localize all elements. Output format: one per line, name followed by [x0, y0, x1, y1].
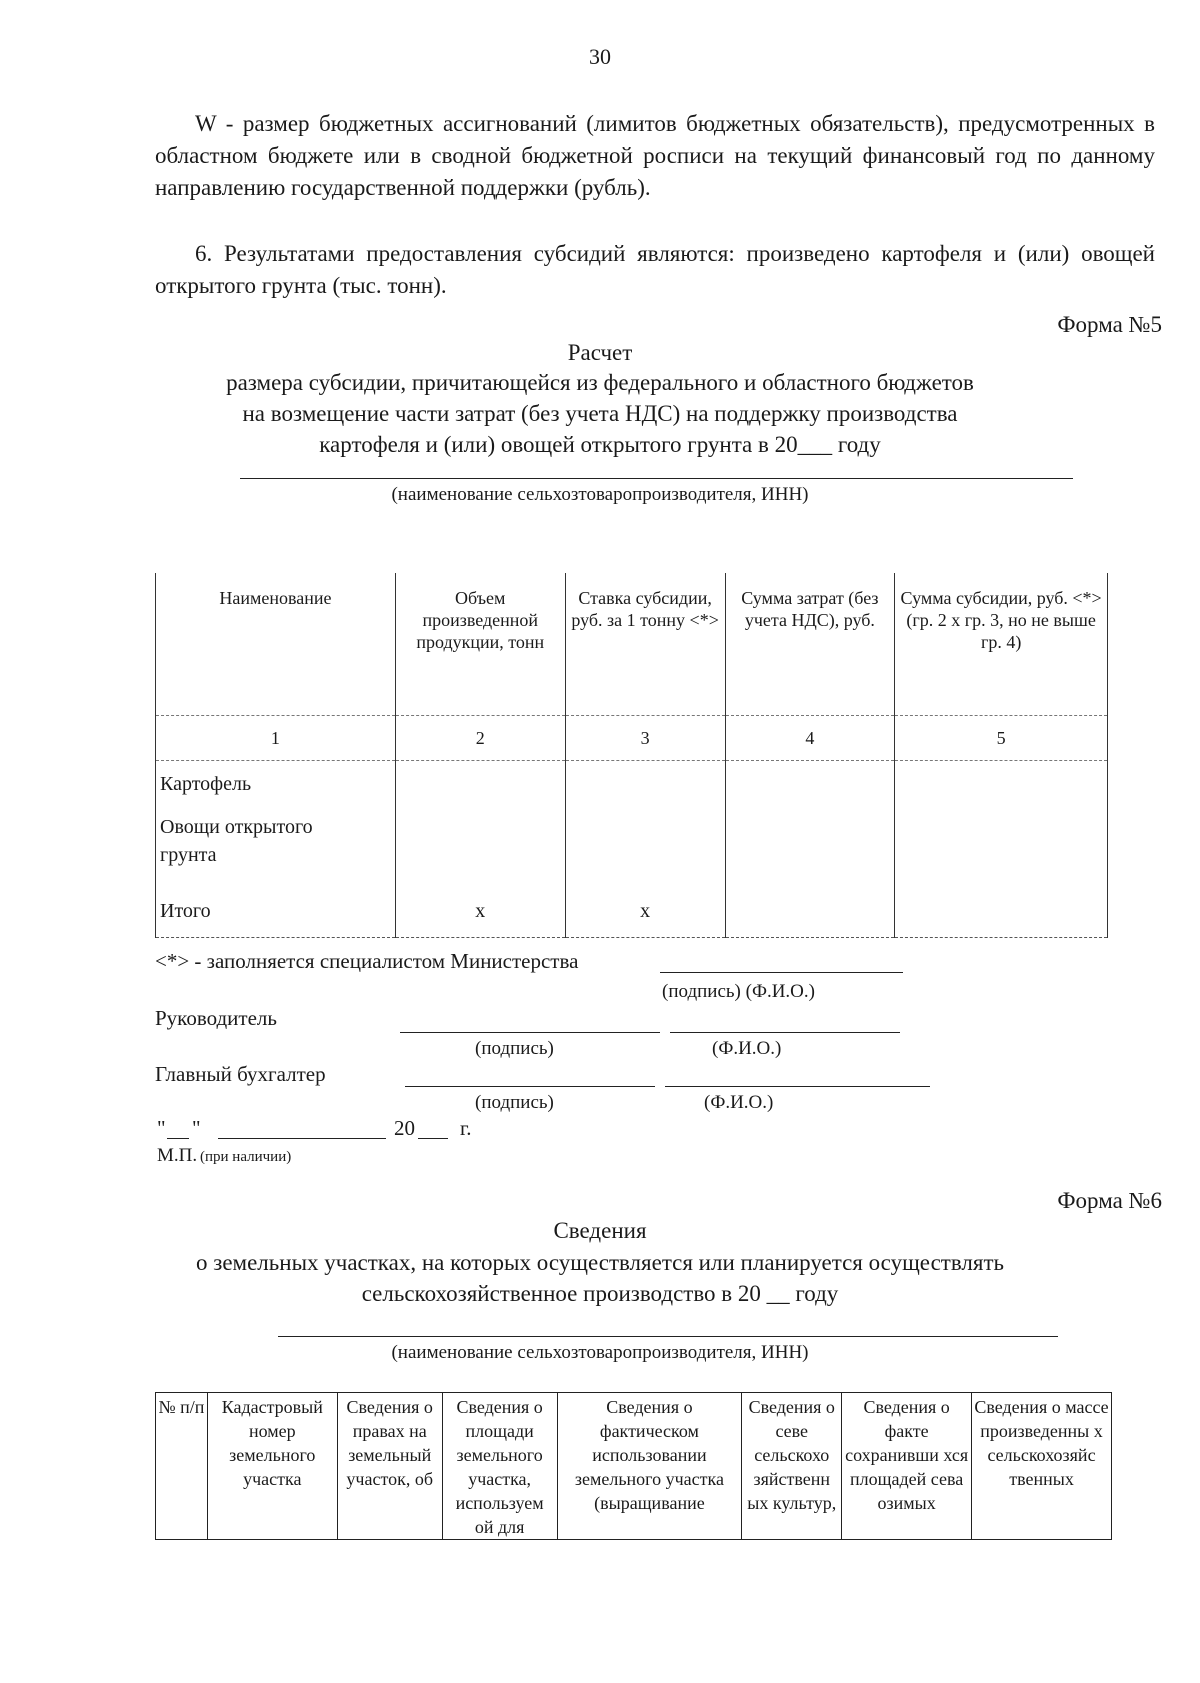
- row-cell: [895, 761, 1108, 808]
- row-name: Картофель: [156, 761, 396, 808]
- row-cell: [395, 807, 565, 885]
- form5-col-number: 5: [895, 716, 1108, 761]
- date-year-line: [418, 1138, 448, 1139]
- accountant-fio-caption: (Ф.И.О.): [704, 1092, 774, 1113]
- date-month-line: [218, 1138, 386, 1139]
- paragraph-6: 6. Результатами предоставления субсидий являются: произведено картофеля и (или) овощей открытого грунта (тыс. тонн).: [155, 241, 1155, 298]
- head-fio-line: [670, 1032, 900, 1033]
- head-sign-line: [400, 1032, 660, 1033]
- form5-table: [155, 573, 1108, 938]
- form5-title: Расчет: [567, 340, 633, 365]
- accountant-fio-line: [665, 1086, 930, 1087]
- form5-col-number: 1: [156, 716, 396, 761]
- table-row: [156, 885, 1108, 938]
- stamp-note: (при наличии): [200, 1149, 292, 1165]
- form6-header-cell: Сведения о площади земельного участка, используем ой для: [442, 1393, 557, 1540]
- form5-number-row: [156, 716, 1108, 761]
- form6-header-cell: Сведения о массе произведенны х сельскохозяйс твенных: [972, 1393, 1112, 1540]
- form6-header-cell: Сведения о факте сохранивши хся площадей сева озимых: [842, 1393, 972, 1540]
- form5-col-number: 4: [725, 716, 895, 761]
- row-cell: [565, 761, 725, 808]
- accountant-label: Главный бухгалтер: [155, 1062, 326, 1086]
- footnote-caption: (подпись) (Ф.И.О.): [662, 981, 815, 1002]
- row-cell: [725, 885, 895, 938]
- form6-subtitle-2: сельскохозяйственное производство в 20 __ году: [361, 1281, 839, 1306]
- head-sign-caption: (подпись): [475, 1038, 554, 1059]
- form6-header-cell: Кадастровый номер земельного участка: [207, 1393, 337, 1540]
- date-quote-open: ": [157, 1116, 166, 1140]
- row-cell: x: [565, 885, 725, 938]
- date-suffix: г.: [460, 1116, 472, 1140]
- date-quote-close: ": [192, 1116, 201, 1140]
- row-cell: [895, 807, 1108, 885]
- row-name: Овощи открытого грунта: [156, 807, 396, 885]
- form5-header-row: [156, 573, 1108, 716]
- form5-subtitle-3: картофеля и (или) овощей открытого грунта в 20___ году: [319, 432, 881, 457]
- page-number: 30: [589, 44, 611, 69]
- form6-producer-line: [278, 1336, 1058, 1337]
- form6-title: Сведения: [553, 1218, 647, 1243]
- form5-label: Форма №5: [1057, 312, 1162, 337]
- row-cell: [725, 761, 895, 808]
- form6-subtitle-1: о земельных участках, на которых осуществляется или планируется осуществлять: [195, 1250, 1004, 1275]
- form6-header-cell: № п/п: [156, 1393, 208, 1540]
- head-fio-caption: (Ф.И.О.): [712, 1038, 782, 1059]
- row-cell: [895, 885, 1108, 938]
- form5-producer-line: [240, 478, 1073, 479]
- form5-col-number: 3: [565, 716, 725, 761]
- form5-header-cell: Сумма затрат (без учета НДС), руб.: [725, 573, 895, 716]
- form5-subtitle-1: размера субсидии, причитающейся из федерального и областного бюджетов: [226, 370, 974, 395]
- form5-footnote: <*> - заполняется специалистом Министерства: [155, 949, 579, 973]
- form6-label: Форма №6: [1057, 1188, 1162, 1213]
- form6-producer-caption: (наименование сельхозтоваропроизводителя, ИНН): [391, 1342, 809, 1363]
- form6-header-cell: Сведения о севе сельскохо зяйственн ых культур,: [742, 1393, 842, 1540]
- form6-header-cell: Сведения о фактическом использовании земельного участка (выращивание: [557, 1393, 742, 1540]
- form5-col-number: 2: [395, 716, 565, 761]
- form6-table: [155, 1392, 1112, 1540]
- row-cell: [395, 761, 565, 808]
- table-row: [156, 807, 1108, 885]
- date-day-line: [167, 1138, 189, 1139]
- row-name: Итого: [156, 885, 396, 938]
- form5-header-cell: Объем произведенной продукции, тонн: [395, 573, 565, 716]
- form5-header-cell: Наименование: [156, 573, 396, 716]
- form5-producer-caption: (наименование сельхозтоваропроизводителя, ИНН): [391, 484, 809, 505]
- form5-subtitle-2: на возмещение части затрат (без учета НДС) на поддержку производства: [242, 401, 958, 426]
- row-cell: [565, 807, 725, 885]
- head-label: Руководитель: [155, 1006, 277, 1030]
- form6-header-row: [156, 1393, 1112, 1540]
- form5-header-cell: Ставка субсидии, руб. за 1 тонну <*>: [565, 573, 725, 716]
- accountant-sign-line: [405, 1086, 655, 1087]
- form5-header-cell: Сумма субсидии, руб. <*> (гр. 2 х гр. 3, но не выше гр. 4): [895, 573, 1108, 716]
- date-year: 20: [394, 1116, 415, 1140]
- accountant-sign-caption: (подпись): [475, 1092, 554, 1113]
- footnote-sign-line: [660, 972, 903, 973]
- row-cell: x: [395, 885, 565, 938]
- form6-header-cell: Сведения о правах на земельный участок, об: [337, 1393, 442, 1540]
- table-row: [156, 761, 1108, 808]
- stamp-label: М.П.: [157, 1145, 198, 1166]
- row-cell: [725, 807, 895, 885]
- paragraph-w: W - размер бюджетных ассигнований (лимитов бюджетных обязательств), предусмотренных в областном бюджете или в сводной бюджетной росписи на текущий финансовый год по данному направлению государственной поддержки (рубль).: [155, 111, 1155, 200]
